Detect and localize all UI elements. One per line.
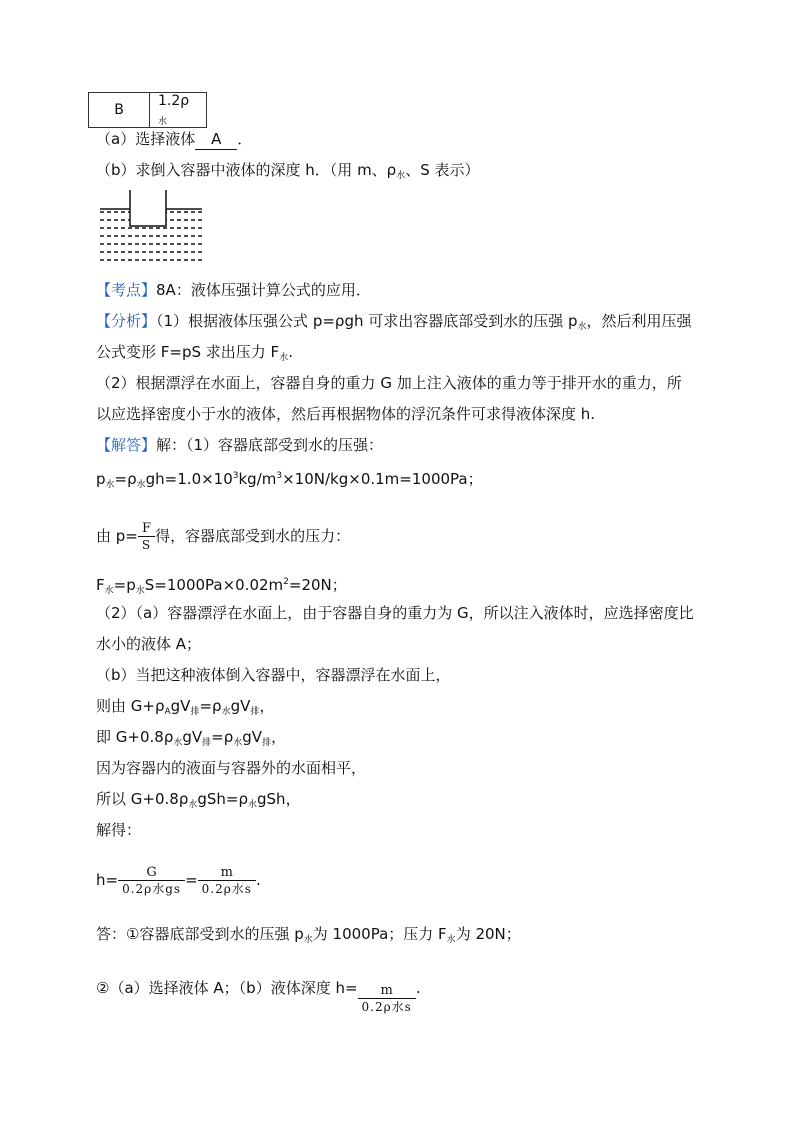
- table-cell: $1.2\rho_水$: [150, 93, 207, 128]
- fenxi-tag: 【分析】: [96, 312, 157, 330]
- fraction-answer: $\frac{m}{\text{0.2ρ水s}}$: [358, 983, 416, 1015]
- equation-force-intro: 由 p= $\frac{F}{S}$ 得，容器底部受到水的压力：: [96, 520, 351, 552]
- part2-equation-1: 则由 $G+\rho_AgV_排=\rho_水gV_排$，: [96, 697, 275, 717]
- table-cell: B: [89, 93, 150, 128]
- fenxi-line-1: 【分析】（1）根据液体压强公式 p=ρgh 可求出容器底部受到水的压强 $p_水$，然后利用压强: [96, 312, 692, 332]
- equation-force: $F_水=p_水S=1000Pa\times 0.02m^2=20N$；: [96, 576, 347, 596]
- kaodian-tag: 【考点】: [96, 281, 157, 299]
- jieda-line: 【解答】解：（1）容器底部受到水的压强：: [96, 436, 384, 454]
- answer-line-1: 答：①容器底部受到水的压强 $p_水$为 1000Pa；压力 $F_水$为 20N；: [96, 925, 521, 945]
- part2-equation-3: 所以 $G+0.8\rho_水gSh=\rho_水gSh$，: [96, 790, 301, 810]
- part2-line-2: 水小的液体 A；: [96, 635, 202, 653]
- equation-depth: h= $\frac{G}{\text{0.2ρ水gs}}$ = $\frac{m}{\text{0.2ρ水s}}$ .: [96, 864, 261, 896]
- fenxi-line-3: （2）根据漂浮在水面上，容器自身的重力 G 加上注入液体的重力等于排开水的重力，所: [96, 374, 682, 392]
- jieda-tag: 【解答】: [96, 436, 157, 454]
- part2-equation-2: 即 $G+0.8\rho_水gV_排=\rho_水gV_排$，: [96, 728, 287, 748]
- liquid-table: [88, 92, 207, 128]
- answer-line-2: ②（a）选择液体 A；（b）液体深度 h= $\frac{m}{\text{0.2ρ水s}}$ .: [96, 979, 421, 1014]
- fraction-f-over-s: $\frac{F}{S}$: [138, 521, 155, 553]
- fraction-g: $\frac{G}{\text{0.2ρ水gs}}$: [118, 865, 185, 897]
- part2-solve: 解得：: [96, 821, 142, 839]
- fraction-m: $\frac{m}{\text{0.2ρ水s}}$: [198, 865, 256, 897]
- part2-line-4: 因为容器内的液面与容器外的水面相平，: [96, 759, 367, 777]
- part2-line-3: （b）当把这种液体倒入容器中，容器漂浮在水面上，: [96, 666, 451, 684]
- kaodian-line: 【考点】8A：液体压强计算公式的应用．: [96, 281, 371, 299]
- part2-line-1: （2）（a）容器漂浮在水面上，由于容器自身的重力为 G，所以注入液体时，应选择密度比: [96, 604, 694, 622]
- fenxi-line-2: 公式变形 F=pS 求出压力 $F_水$.: [96, 343, 293, 363]
- fenxi-line-4: 以应选择密度小于水的液体，然后再根据物体的浮沉条件可求得液体深度 h.: [96, 405, 596, 423]
- question-a: （a）选择液体 A ．: [96, 130, 253, 148]
- container-water-figure: [96, 186, 206, 266]
- question-b: （b）求倒入容器中液体的深度 h．（用 m、$\rho_水$、S 表示）: [96, 161, 480, 181]
- equation-pressure: $p_水=\rho_水gh=1.0\times 10^3kg/m^3\times 10N/kg\times 0.1m=1000Pa$；: [96, 470, 483, 490]
